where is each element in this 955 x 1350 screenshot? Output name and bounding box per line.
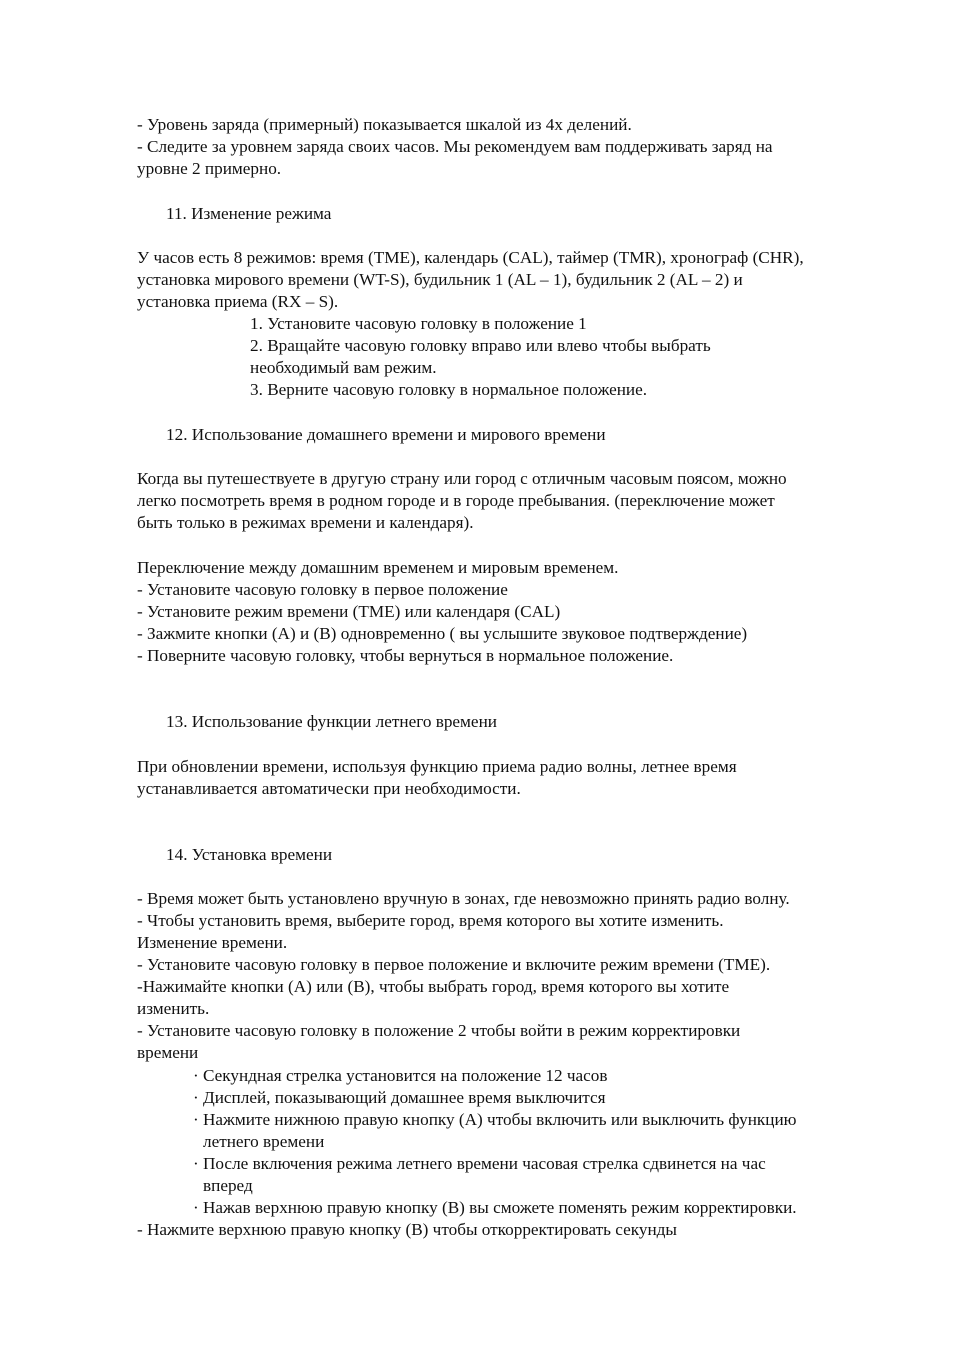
bullet-mark: · bbox=[193, 1088, 199, 1107]
bullet-mark: · bbox=[193, 1066, 199, 1085]
section-12-para1-2: легко посмотреть время в родном городе и в городе пребывания. (переключение может bbox=[137, 491, 775, 510]
section-13-para-2: устанавливается автоматически при необходимости. bbox=[137, 779, 521, 798]
bullet-item-4-cont: вперед bbox=[203, 1176, 253, 1195]
section-13-para-1: При обновлении времени, используя функцию приема радио волны, летнее время bbox=[137, 757, 737, 776]
section-11-intro-2: установка мирового времени (WT-S), будильник 1 (AL – 1), будильник 2 (AL – 2) и bbox=[137, 270, 743, 289]
bullet-item-2: Дисплей, показывающий домашнее время выключится bbox=[203, 1088, 606, 1107]
bullet-item-3-cont: летнего времени bbox=[203, 1132, 325, 1151]
section-11-step-3: 3. Верните часовую головку в нормальное положение. bbox=[250, 380, 648, 399]
section-11-heading: 11. Изменение режима bbox=[166, 204, 332, 223]
bullet-item-5: Нажав верхнюю правую кнопку (В) вы сможете поменять режим корректировки. bbox=[203, 1198, 797, 1217]
bullet-item-1: Секундная стрелка установится на положение 12 часов bbox=[203, 1066, 608, 1085]
section-11-intro-3: установка приема (RX – S). bbox=[137, 292, 339, 311]
section-14-line-7: - Установите часовую головку в положение 2 чтобы войти в режим корректировки bbox=[137, 1021, 741, 1040]
section-11-step-2: 2. Вращайте часовую головку вправо или влево чтобы выбрать bbox=[250, 336, 711, 355]
section-14-heading: 14. Установка времени bbox=[166, 845, 333, 864]
bullet-mark: · bbox=[193, 1110, 199, 1129]
bullet-mark: · bbox=[193, 1198, 199, 1217]
section-14-line-5: -Нажимайте кнопки (А) или (В), чтобы выбрать город, время которого вы хотите bbox=[137, 977, 730, 996]
section-12-heading: 12. Использование домашнего времени и мирового времени bbox=[166, 425, 606, 444]
section-14-line-6: изменить. bbox=[137, 999, 210, 1018]
section-14-line-3: Изменение времени. bbox=[137, 933, 288, 952]
bullet-item-4: После включения режима летнего времени часовая стрелка сдвинется на час bbox=[203, 1154, 766, 1173]
section-14-line-8: времени bbox=[137, 1043, 199, 1062]
battery-line-1: - Уровень заряда (примерный) показывается шкалой из 4х делений. bbox=[137, 115, 632, 134]
section-11-intro-1: У часов есть 8 режимов: время (TME), календарь (CAL), таймер (TMR), хронограф (CHR), bbox=[137, 248, 804, 267]
section-12-para1-1: Когда вы путешествуете в другую страну или город с отличным часовым поясом, можно bbox=[137, 469, 787, 488]
section-12-para2-5: - Поверните часовую головку, чтобы вернуться в нормальное положение. bbox=[137, 646, 674, 665]
section-13-heading: 13. Использование функции летнего времени bbox=[166, 712, 497, 731]
section-12-para2-2: - Установите часовую головку в первое положение bbox=[137, 580, 508, 599]
section-14-line-1: - Время может быть установлено вручную в зонах, где невозможно принять радио волну. bbox=[137, 889, 790, 908]
battery-line-3: уровне 2 примерно. bbox=[137, 159, 282, 178]
bullet-mark: · bbox=[193, 1154, 199, 1173]
section-12-para1-3: быть только в режимах времени и календаря). bbox=[137, 513, 474, 532]
section-11-step-2-cont: необходимый вам режим. bbox=[250, 358, 437, 377]
battery-line-2: - Следите за уровнем заряда своих часов. Мы рекомендуем вам поддерживать заряд на bbox=[137, 137, 773, 156]
section-11-step-1: 1. Установите часовую головку в положение 1 bbox=[250, 314, 587, 333]
section-14-last-line: - Нажмите верхнюю правую кнопку (В) чтобы откорректировать секунды bbox=[137, 1220, 677, 1239]
section-12-para2-3: - Установите режим времени (TME) или календаря (CAL) bbox=[137, 602, 561, 621]
section-12-para2-1: Переключение между домашним временем и мировым временем. bbox=[137, 558, 619, 577]
section-14-line-2: - Чтобы установить время, выберите город, время которого вы хотите изменить. bbox=[137, 911, 724, 930]
section-14-line-4: - Установите часовую головку в первое положение и включите режим времени (TME). bbox=[137, 955, 771, 974]
section-12-para2-4: - Зажмите кнопки (А) и (В) одновременно ( вы услышите звуковое подтверждение) bbox=[137, 624, 748, 643]
bullet-item-3: Нажмите нижнюю правую кнопку (А) чтобы включить или выключить функцию bbox=[203, 1110, 797, 1129]
